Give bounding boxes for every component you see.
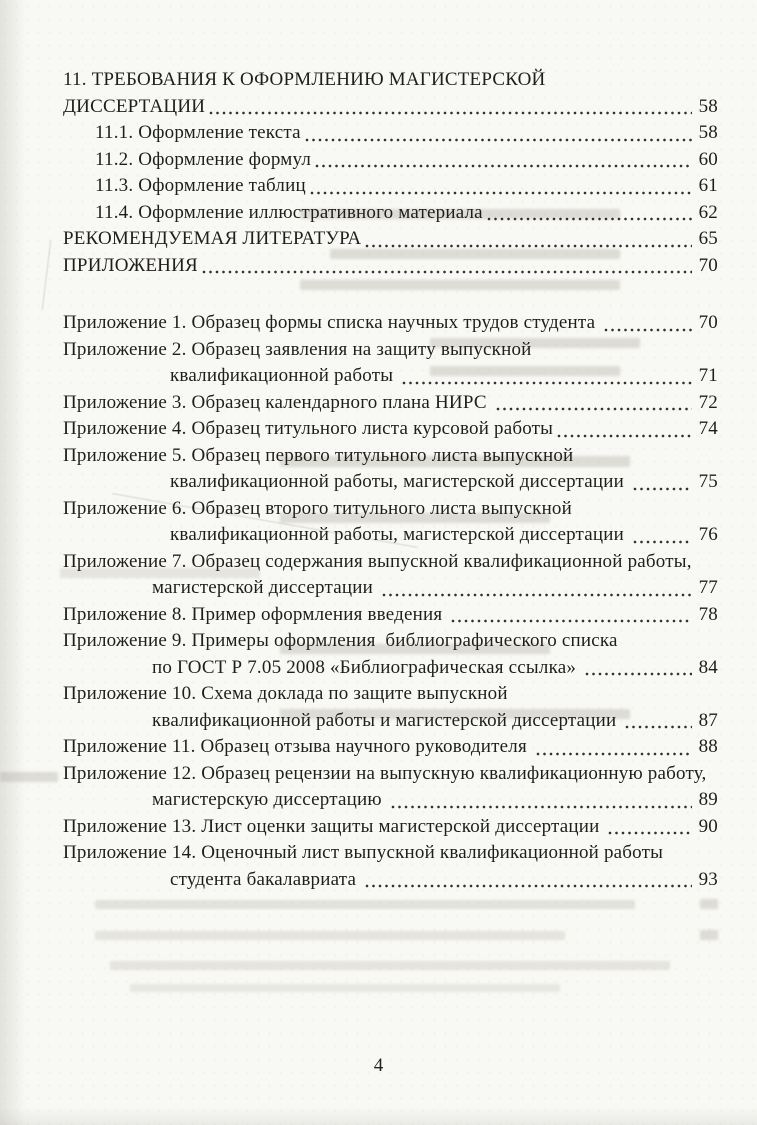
toc-line [63,840,718,867]
toc-entry-text: Приложение 10. Схема доклада по защите выпускной [63,683,508,704]
toc-page-number: 78 [698,603,718,625]
toc-entry-text: РЕКОМЕНДУЕМАЯ ЛИТЕРАТУРА [63,228,362,249]
dot-leader [365,244,691,248]
toc-entry-text: Приложение 1. Образец формы списка научных трудов студента [63,312,601,333]
toc-entry-text: Приложение 8. Пример оформления введения [63,603,448,625]
toc-page-number: 75 [698,471,718,492]
toc-page-number: 58 [698,122,718,143]
toc-line [63,602,718,629]
bleed-through-artifact [0,772,58,782]
toc-entry-text: Приложение 4. Образец титульного листа курсовой работы [63,418,554,439]
toc-page-number: 65 [698,228,718,249]
toc-line [63,337,718,364]
toc-line [63,253,718,280]
toc-line [63,628,718,655]
dot-leader [487,217,692,221]
dot-leader [633,540,692,544]
toc-entry-text: магистерскую диссертацию [152,789,387,810]
dot-leader [402,381,691,385]
toc-line [95,120,718,147]
toc-page-number: 77 [698,577,718,598]
bleed-through-artifact [110,961,670,970]
toc-line [152,787,718,814]
toc-entry-text: 11.3. Оформление таблиц [95,175,306,196]
toc-line [170,522,718,549]
dot-leader [536,752,692,756]
toc-page-number: 93 [698,868,718,890]
toc-page-number: 71 [698,365,718,386]
toc-entry-text: ДИССЕРТАЦИИ [63,95,206,117]
toc-entry-text: 11.4. Оформление иллюстративного материала [95,201,483,223]
toc-entry-text: Приложение 6. Образец второго титульного листа выпускной [63,497,573,519]
toc-page-number: 89 [698,789,718,810]
toc-page-number: 62 [698,201,718,223]
toc-line [170,469,718,496]
toc-spacer [63,279,718,310]
bleed-through-artifact [700,899,718,909]
toc-entry-text: по ГОСТ Р 7.05 2008 «Библиографическая ссылка» [152,656,582,678]
dot-leader [365,884,692,888]
dot-leader [625,725,691,729]
toc-line [63,94,718,121]
toc-entry-text: квалификационной работы, магистерской диссертации [170,524,629,545]
toc-page-number: 84 [698,656,718,678]
toc-page-number: 61 [698,175,718,196]
dot-leader [608,831,691,835]
toc-line [63,226,718,253]
toc-page-number: 58 [698,95,718,117]
bleed-through-artifact [130,984,560,992]
bleed-through-artifact [95,900,635,909]
dot-leader [451,619,691,623]
dot-leader [391,805,692,809]
dot-leader [209,111,691,115]
bleed-through-artifact [700,930,718,940]
toc-line [63,416,718,443]
toc-entry-text: Приложение 12. Образец рецензии на выпускную квалификационную работу, [63,762,707,784]
scan-edge-shadow-left [0,0,26,1125]
toc-line [152,655,718,682]
toc-entry-text: Приложение 9. Примеры оформления библиографического списка [63,630,618,651]
toc-line [152,575,718,602]
toc-line [170,867,718,894]
toc-line [95,173,718,200]
toc-entry-text: Приложение 2. Образец заявления на защиту выпускной [63,338,532,360]
toc-line [95,147,718,174]
toc-line [63,443,718,470]
toc-line [63,496,718,523]
dot-leader [633,487,692,491]
dot-leader [202,270,692,274]
toc-line [63,814,718,841]
toc-entry-text: 11.1. Оформление текста [95,122,301,143]
toc-line [170,363,718,390]
toc-line [63,310,718,337]
toc-entry-text: 11.2. Оформление формул [95,148,312,170]
toc-entry-text: Приложение 7. Образец содержания выпускной квалификационной работы, [63,550,692,572]
toc-entry-text: Приложение 14. Оценочный лист выпускной квалификационной работы [63,842,664,863]
table-of-contents [63,67,718,893]
dot-leader [604,328,691,332]
toc-page-number: 90 [698,815,718,837]
toc-entry-text: Приложение 11. Образец отзыва научного руководителя [63,736,532,757]
toc-line [152,708,718,735]
dot-leader [496,407,692,411]
toc-entry-text: квалификационной работы и магистерской диссертации [152,709,622,731]
toc-entry-text: ПРИЛОЖЕНИЯ [63,254,198,276]
toc-entry-text: Приложение 5. Образец первого титульного листа выпускной [63,444,574,466]
page-number-folio: 4 [373,1055,384,1076]
toc-page-number: 70 [698,254,718,276]
toc-line [63,67,718,94]
toc-entry-text: квалификационной работы [170,365,399,386]
toc-line [63,390,718,417]
toc-line [63,681,718,708]
dot-leader [382,593,692,597]
toc-page-number: 76 [698,524,718,545]
toc-page-number: 70 [698,312,718,333]
toc-entry-text: Приложение 3. Образец календарного плана НИРС [63,391,492,413]
toc-entry-text: Приложение 13. Лист оценки защиты магистерской диссертации [63,815,605,837]
scan-scratch-line [42,240,52,310]
dot-leader [310,191,692,195]
toc-line [63,549,718,576]
scan-edge-shadow-bottom [0,1107,757,1125]
dot-leader [305,138,692,142]
toc-page-number: 60 [698,148,718,170]
toc-line [95,200,718,227]
toc-entry-text: квалификационной работы, магистерской диссертации [170,471,629,492]
dot-leader [315,164,692,168]
toc-entry-text: магистерской диссертации [152,577,378,598]
dot-leader [557,434,691,438]
toc-line [63,761,718,788]
toc-page-number: 88 [698,736,718,757]
toc-line [63,734,718,761]
toc-entry-text: 11. ТРЕБОВАНИЯ К ОФОРМЛЕНИЮ МАГИСТЕРСКОЙ [63,69,546,90]
toc-page-number: 74 [698,418,718,439]
dot-leader [585,672,692,676]
toc-entry-text: студента бакалавриата [170,868,362,890]
toc-page-number: 87 [698,709,718,731]
toc-page-number: 72 [698,391,718,413]
bleed-through-artifact [95,931,565,940]
